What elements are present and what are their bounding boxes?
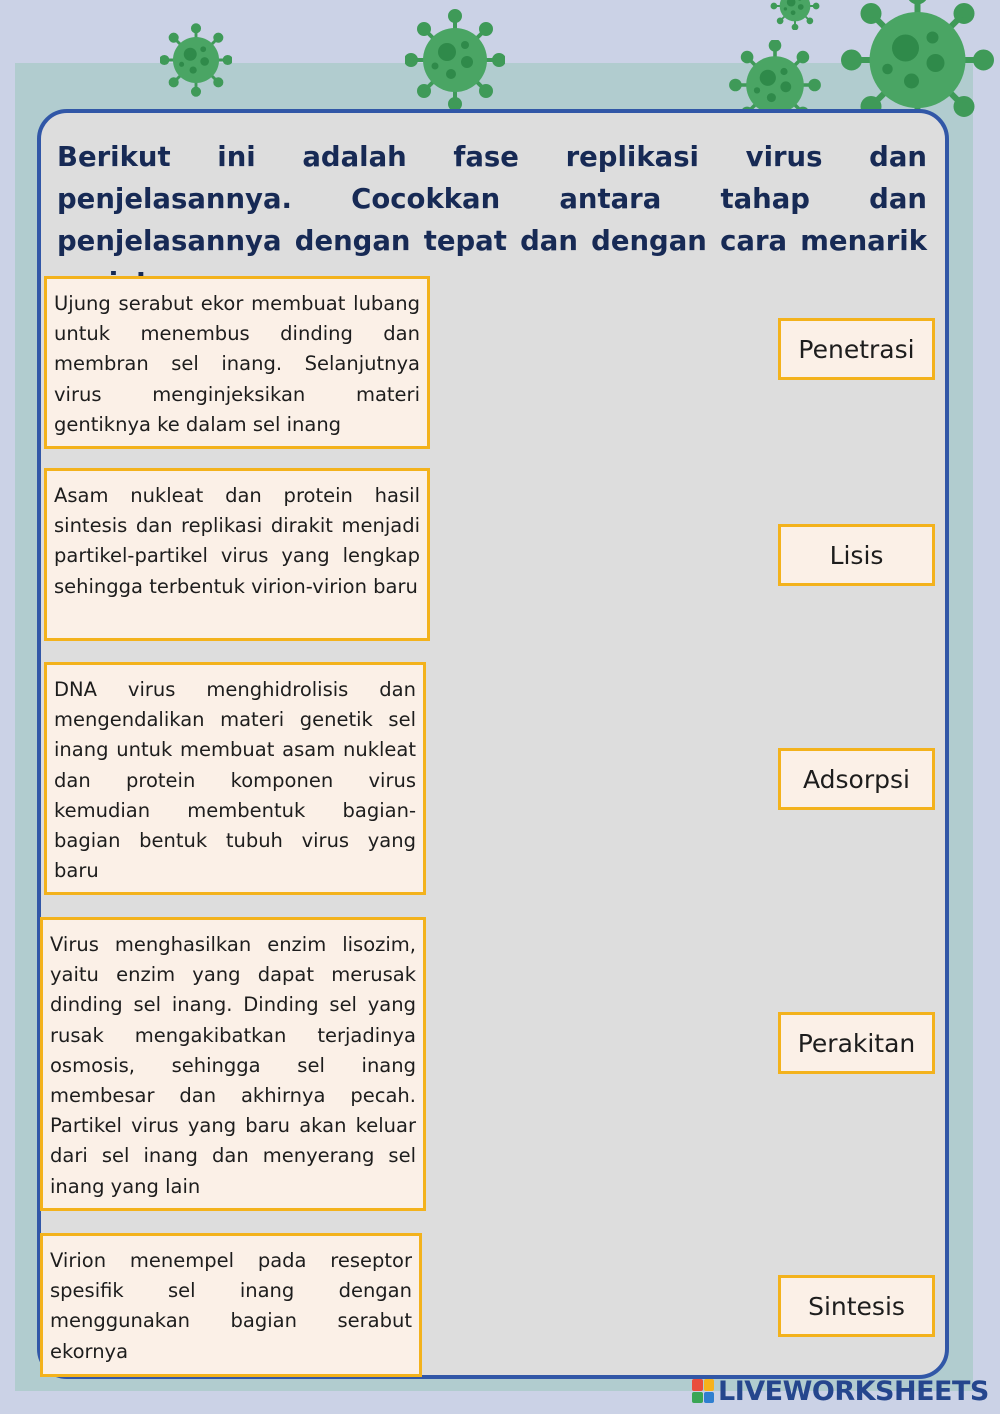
instruction-text: Berikut ini adalah fase replikasi virus dan penjelasannya. Cocokkan antara tahap dan penjelasannya dengan tepat dan dengan cara menarik bbox=[57, 141, 927, 257]
description-box-3[interactable]: DNA virus menghidrolisis dan mengendalikan materi genetik sel inang untuk membuat asam nukleat dan protein komponen virus kemudian membentuk bagian-bagian bentuk tubuh virus yang baru bbox=[44, 662, 426, 895]
description-box-1[interactable]: Ujung serabut ekor membuat lubang untuk menembus dinding dan membran sel inang. Selanjutnya virus menginjeksikan materi gentiknya ke dalam sel inang bbox=[44, 276, 430, 449]
brand-name: LIVEWORKSHEETS bbox=[718, 1375, 989, 1407]
virus-icon bbox=[160, 20, 232, 100]
virus-icon bbox=[760, 0, 830, 30]
term-box-sintesis[interactable]: Sintesis bbox=[778, 1275, 935, 1337]
description-box-4[interactable]: Virus menghasilkan enzim lisozim, yaitu enzim yang dapat merusak dinding sel inang. Dinding sel yang rusak mengakibatkan terjadinya osmosis, sehingga sel inang membesar dan akhirnya pecah. Partikel virus yang baru akan keluar dari sel inang dan menyerang sel inang yang lain bbox=[40, 917, 426, 1211]
term-box-penetrasi[interactable]: Penetrasi bbox=[778, 318, 935, 380]
description-box-2[interactable]: Asam nukleat dan protein hasil sintesis dan replikasi dirakit menjadi partikel-partikel virus yang lengkap sehingga terbentuk virion-virion baru bbox=[44, 468, 430, 641]
term-box-perakitan[interactable]: Perakitan bbox=[778, 1012, 935, 1074]
liveworksheets-brand[interactable] bbox=[692, 1374, 989, 1408]
virus-icon bbox=[405, 8, 505, 112]
liveworksheets-logo-icon bbox=[692, 1379, 714, 1403]
term-box-adsorpsi[interactable]: Adsorpsi bbox=[778, 748, 935, 810]
term-box-lisis[interactable]: Lisis bbox=[778, 524, 935, 586]
description-box-5[interactable]: Virion menempel pada reseptor spesifik sel inang dengan menggunakan bagian serabut ekornya bbox=[40, 1233, 422, 1377]
